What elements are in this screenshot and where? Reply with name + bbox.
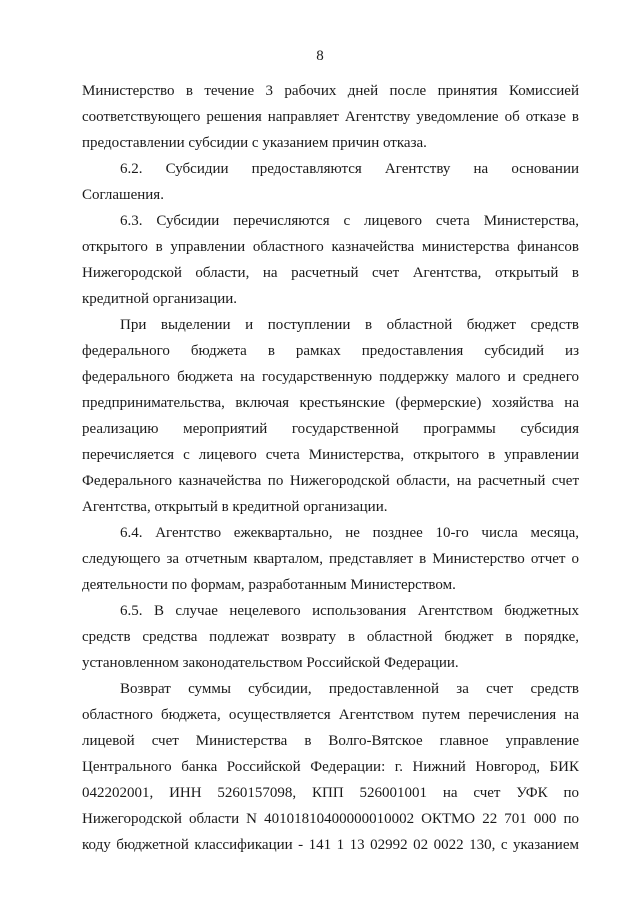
text-line: коду бюджетной классификации - 141 1 13 02992 02 0022 130, с указанием — [82, 837, 579, 853]
text-line: Федерального казначейства по Нижегородской области, на расчетный счет — [82, 473, 579, 489]
text-line: Нижегородской области, на расчетный счет Агентства, открытый в — [82, 265, 579, 281]
text-line: кредитной организации. — [82, 291, 238, 307]
text-line: средств средства подлежат возврату в областной бюджет в порядке, — [82, 629, 579, 645]
text-line: Нижегородской области N 40101810400000010002 ОКТМО 22 701 000 по — [82, 811, 579, 827]
text-line: федерального бюджета на государственную поддержку малого и среднего — [82, 369, 579, 385]
text-line: Агентства, открытый в кредитной организации. — [82, 499, 388, 515]
text-line: предпринимательства, включая крестьянские (фермерские) хозяйства на — [82, 395, 579, 411]
text-line: 6.3. Субсидии перечисляются с лицевого счета Министерства, — [120, 213, 579, 229]
text-line: деятельности по формам, разработанным Министерством. — [82, 577, 456, 593]
text-line: 6.2. Субсидии предоставляются Агентству на основании — [120, 161, 579, 177]
text-line: соответствующего решения направляет Агентству уведомление об отказе в — [82, 109, 579, 125]
text-line: предоставлении субсидии с указанием причин отказа. — [82, 135, 427, 151]
text-line: лицевой счет Министерства в Волго-Вятское главное управление — [82, 733, 579, 749]
text-line: Центрального банка Российской Федерации: г. Нижний Новгород, БИК — [82, 759, 579, 775]
text-line: Соглашения. — [82, 187, 164, 203]
text-line: перечисляется с лицевого счета Министерства, открытого в управлении — [82, 447, 579, 463]
text-line: При выделении и поступлении в областной бюджет средств — [120, 317, 579, 333]
text-line: областного бюджета, осуществляется Агентством путем перечисления на — [82, 707, 579, 723]
text-line: следующего за отчетным кварталом, представляет в Министерство отчет о — [82, 551, 579, 567]
text-line: 6.5. В случае нецелевого использования Агентством бюджетных — [120, 603, 579, 619]
text-line: федерального бюджета в рамках предоставления субсидий из — [82, 343, 579, 359]
text-line: Министерство в течение 3 рабочих дней после принятия Комиссией — [82, 83, 579, 99]
text-line: 6.4. Агентство ежеквартально, не позднее 10-го числа месяца, — [120, 525, 579, 541]
text-line: реализацию мероприятий государственной программы субсидия — [82, 421, 579, 437]
text-line: 042202001, ИНН 5260157098, КПП 526001001 на счет УФК по — [82, 785, 579, 801]
page-number: 8 — [316, 48, 324, 64]
text-line: Возврат суммы субсидии, предоставленной за счет средств — [120, 681, 579, 697]
text-line: открытого в управлении областного казначейства министерства финансов — [82, 239, 579, 255]
text-line: установленном законодательством Российской Федерации. — [82, 655, 459, 671]
